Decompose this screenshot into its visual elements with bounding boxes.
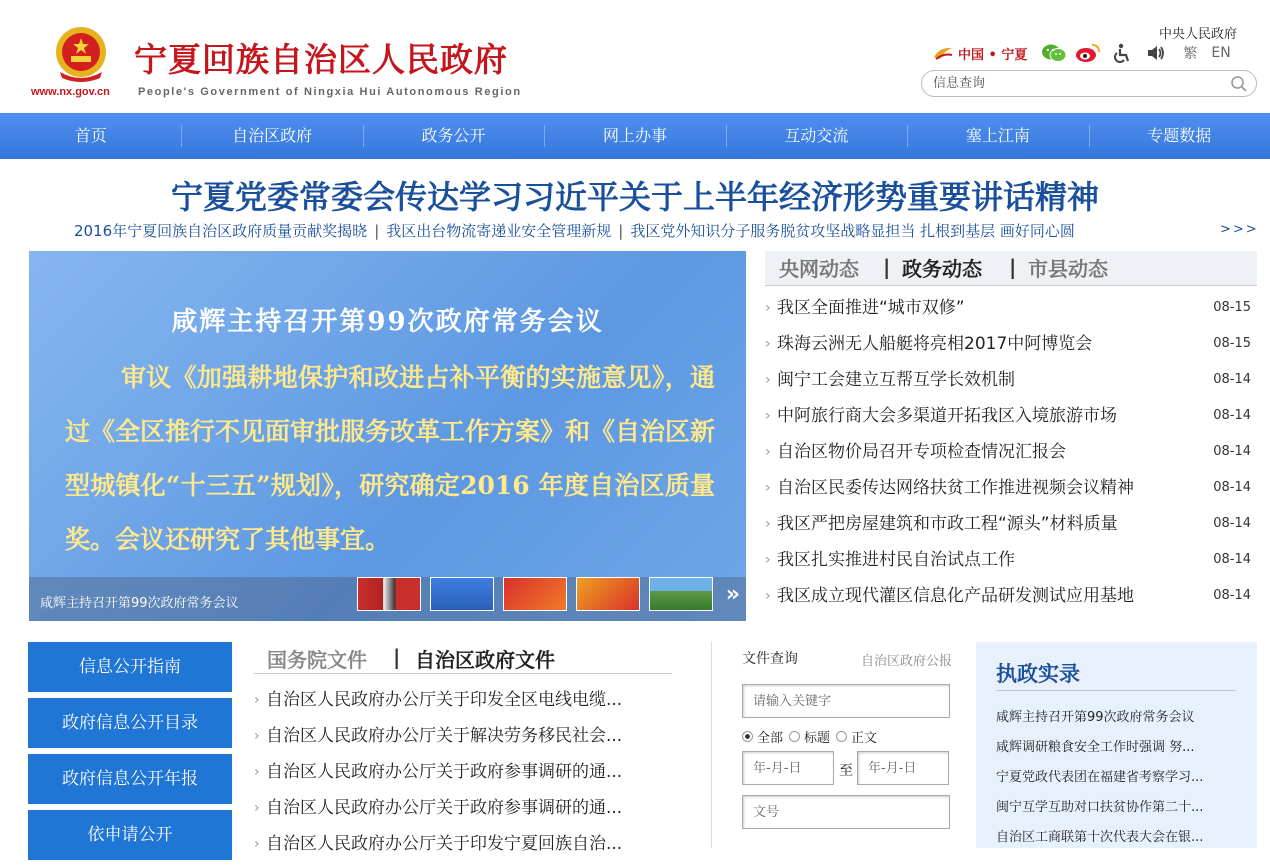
start-date-input[interactable] [742, 751, 834, 785]
news-title[interactable]: 我区全面推进“城市双修” [777, 298, 965, 318]
nav-region-government[interactable]: 自治区政府 [181, 113, 362, 159]
nav-online-services[interactable]: 网上办事 [544, 113, 725, 159]
file-search-title: 文件查询 [742, 651, 798, 667]
tab-central-news[interactable]: 央网动态 [779, 257, 859, 281]
search-input[interactable] [922, 71, 1212, 96]
china-ningxia-link[interactable] [932, 44, 1027, 63]
governance-records [976, 642, 1257, 848]
list-item[interactable] [765, 578, 1251, 614]
list-item[interactable]: 咸辉调研粮食安全工作时强调 努... [996, 740, 1195, 755]
slide-caption[interactable]: 咸辉主持召开第99次政府常务会议 [40, 596, 239, 611]
document-list [254, 682, 672, 862]
nav-interaction[interactable]: 互动交流 [726, 113, 907, 159]
list-item[interactable] [765, 506, 1251, 542]
document-tabs [254, 642, 672, 674]
list-item[interactable]: 宁夏党政代表团在福建省考察学习... [996, 770, 1204, 785]
info-guide-button[interactable]: 信息公开指南 [28, 642, 232, 692]
separator: | [374, 222, 380, 240]
tab-separator: | [883, 255, 891, 279]
divider [996, 690, 1236, 691]
news-carousel[interactable] [29, 251, 746, 621]
central-government-link[interactable]: 中央人民政府 [1158, 27, 1237, 42]
list-item[interactable]: › 自治区人民政府办公厅关于政府参事调研的通... [254, 754, 672, 790]
sub-headline-link[interactable]: 我区党外知识分子服务脱贫攻坚战略显担当 扎根到基层 画好同心圆 [630, 222, 1075, 240]
site-search [921, 70, 1257, 97]
list-item[interactable] [765, 362, 1251, 398]
slide-body: 审议《加强耕地保护和改进占补平衡的实施意见》，通过《全区推行不见面审批服务改革工作方案》和《自治区新型城镇化“十三五”规划》，研究确定2016 年度自治区质量奖。会议还研究了其他事宜。 [65, 363, 716, 554]
nav-saishang-jiangnan[interactable]: 塞上江南 [907, 113, 1088, 159]
news-title[interactable]: 珠海云洲无人船艇将亮相2017中阿博览会 [777, 334, 1093, 354]
tab-government-news[interactable]: 政务动态 [902, 257, 982, 281]
site-url[interactable]: www.nx.gov.cn [31, 86, 110, 98]
accessibility-icon[interactable] [1109, 42, 1135, 64]
more-headlines-link[interactable]: >>> [1220, 222, 1259, 237]
news-title[interactable]: 自治区民委传达网络扶贫工作推进视频会议精神 [777, 478, 1134, 498]
toolbar [932, 42, 1231, 64]
main-nav [0, 113, 1270, 159]
header [0, 0, 1270, 113]
date-range-label: 至 [839, 763, 853, 779]
file-search-panel [742, 648, 952, 779]
keyword-input[interactable] [742, 684, 950, 718]
tab-separator: | [393, 645, 401, 669]
china-ningxia-label: 中国 • 宁夏 [958, 47, 1028, 63]
apply-disclosure-button[interactable]: 依申请公开 [28, 810, 232, 860]
tab-county-news[interactable]: 市县动态 [1028, 257, 1108, 281]
divider [711, 642, 712, 848]
news-date: 08-15 [1213, 300, 1251, 315]
list-item[interactable] [765, 434, 1251, 470]
site-title[interactable]: 宁夏回族自治区人民政府 [134, 40, 508, 79]
list-item[interactable] [765, 326, 1251, 362]
news-title[interactable]: 我区严把房屋建筑和市政工程“源头”材料质量 [777, 514, 1118, 534]
radio-all-label: 全部 [757, 731, 784, 746]
headline-link[interactable]: 宁夏党委常委会传达学习习近平关于上半年经济形势重要讲话精神 [170, 178, 1099, 216]
list-item[interactable] [765, 470, 1251, 506]
audio-icon[interactable] [1143, 42, 1169, 64]
news-list [765, 290, 1251, 614]
search-scope [742, 727, 883, 746]
radio-body-label: 正文 [851, 731, 878, 746]
gazette-link[interactable]: 自治区政府公报 [860, 654, 952, 669]
tab-state-council-docs[interactable]: 国务院文件 [267, 648, 367, 672]
search-icon[interactable] [1230, 75, 1248, 97]
news-title[interactable]: 闽宁工会建立互帮互学长效机制 [777, 370, 1015, 390]
list-item[interactable]: › 自治区人民政府办公厅关于印发全区电线电缆... [254, 682, 672, 718]
news-title[interactable]: 我区成立现代灌区信息化产品研发测试应用基地 [777, 586, 1134, 606]
thumbnail-2[interactable] [430, 577, 494, 611]
radio-body[interactable] [836, 731, 847, 742]
traditional-chinese-link[interactable]: 繁 [1183, 46, 1198, 62]
weibo-icon[interactable] [1075, 42, 1101, 64]
sub-headlines [74, 220, 1259, 241]
thumbnail-strip [357, 577, 722, 611]
sub-headline-link[interactable]: 2016年宁夏回族自治区政府质量贡献奖揭晓 [74, 222, 368, 240]
list-item[interactable] [765, 290, 1251, 326]
list-item[interactable]: › 自治区人民政府办公厅关于解决劳务移民社会... [254, 718, 672, 754]
list-item[interactable] [765, 398, 1251, 434]
news-date: 08-15 [1213, 336, 1251, 351]
end-date-input[interactable] [857, 751, 949, 785]
tab-region-docs[interactable]: 自治区政府文件 [415, 648, 555, 672]
radio-all[interactable] [742, 731, 753, 742]
sub-headline-link[interactable]: 我区出台物流寄递业安全管理新规 [386, 222, 612, 240]
info-annual-report-button[interactable]: 政府信息公开年报 [28, 754, 232, 804]
records-title[interactable]: 执政实录 [996, 662, 1080, 686]
news-date: 08-14 [1213, 588, 1251, 603]
document-number-input[interactable] [742, 795, 950, 829]
radio-title[interactable] [789, 731, 800, 742]
news-date: 08-14 [1213, 408, 1251, 423]
tab-separator: | [1009, 255, 1017, 279]
thumbnail-5[interactable] [649, 577, 713, 611]
news-tabs [765, 251, 1257, 286]
separator: | [618, 222, 624, 240]
list-item[interactable] [765, 542, 1251, 578]
news-title[interactable]: 我区扎实推进村民自治试点工作 [777, 550, 1015, 570]
next-arrow-icon[interactable]: » [725, 582, 740, 607]
wechat-icon[interactable] [1041, 42, 1067, 64]
list-item[interactable]: › 自治区人民政府办公厅关于印发宁夏回族自治... [254, 826, 672, 862]
news-date: 08-14 [1213, 516, 1251, 531]
info-catalog-button[interactable]: 政府信息公开目录 [28, 698, 232, 748]
english-link[interactable]: EN [1211, 45, 1231, 61]
slide-title: 咸辉主持召开第99次政府常务会议 [171, 307, 604, 337]
thumbnail-1[interactable] [357, 577, 421, 611]
radio-title-label: 标题 [804, 731, 831, 746]
nav-government-affairs[interactable]: 政务公开 [363, 113, 544, 159]
national-emblem-icon[interactable] [50, 24, 112, 84]
list-item[interactable]: 自治区工商联第十次代表大会在银... [996, 830, 1204, 845]
news-date: 08-14 [1213, 444, 1251, 459]
list-item[interactable]: › 自治区人民政府办公厅关于政府参事调研的通... [254, 790, 672, 826]
records-list [996, 706, 1226, 856]
site-subtitle-en: People's Government of Ningxia Hui Autonomous Region [138, 86, 522, 98]
list-item[interactable]: 咸辉主持召开第99次政府常务会议 [996, 710, 1195, 725]
news-date: 08-14 [1213, 480, 1251, 495]
nav-home[interactable]: 首页 [74, 126, 107, 145]
news-date: 08-14 [1213, 552, 1251, 567]
news-date: 08-14 [1213, 372, 1251, 387]
news-title[interactable]: 自治区物价局召开专项检查情况汇报会 [777, 442, 1066, 462]
news-title[interactable]: 中阿旅行商大会多渠道开拓我区入境旅游市场 [777, 406, 1117, 426]
list-item[interactable]: 闽宁互学互助对口扶贫协作第二十... [996, 800, 1204, 815]
nav-special-data[interactable]: 专题数据 [1089, 113, 1270, 159]
thumbnail-4[interactable] [576, 577, 640, 611]
thumbnail-3[interactable] [503, 577, 567, 611]
china-ningxia-logo-icon [932, 45, 954, 61]
info-disclosure-menu [28, 642, 232, 866]
